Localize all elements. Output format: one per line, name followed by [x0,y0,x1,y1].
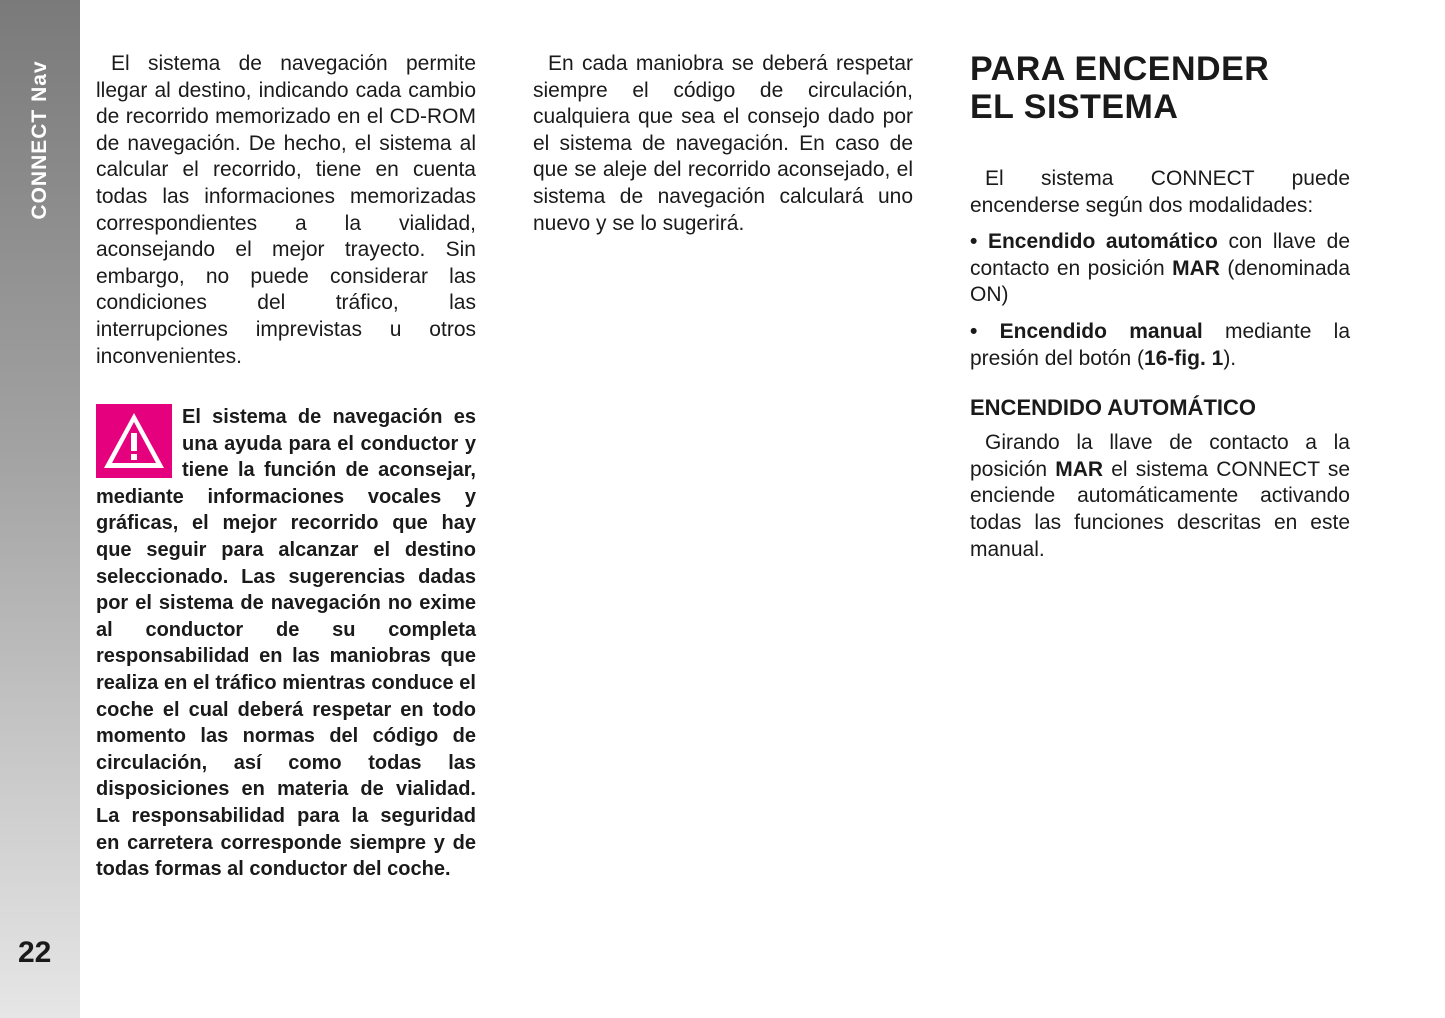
bullet-marker: • [970,230,978,254]
warning-box [96,404,476,883]
column-1 [96,51,476,370]
page-number: 22 [18,936,52,969]
maneuver-paragraph: En cada maniobra se deberá respetar siempre el código de circulación, cualquiera que sea el consejo dado por el sistema de navegación. En caso de que se aleje del recorrido aconsejado, el sistema de navegación calculará uno nuevo y se lo sugerirá. [533,52,913,235]
warning-text: El sistema de navegación es una ayuda para el conductor y tiene la función de aconsejar, mediante informaciones vocales y gráficas, el mejor recorrido que hay que seguir para alcanzar el destino seleccionado. Las sugerencias dadas por el sistema de navegación no exime al conductor de su completa responsabilidad en las maniobras que realiza en el tráfico mientras conduce el coche el cual deberá respetar en todo momento las normas del código de circulación, así como todas las disposiciones en materia de vialidad. La responsabilidad para la seguridad en carretera corresponde siempre y de todas formas al conductor del coche. [96,406,476,881]
warning-triangle-icon [96,404,172,478]
modes-intro: El sistema CONNECT puede encenderse según dos modalidades: [970,167,1350,217]
bullet-manual [970,319,1350,372]
automatic-text-end: el sistema CONNECT se enciende automáticamente activando todas las funciones descritas en este manual. [970,457,1350,561]
heading-line-1: PARA ENCENDER [970,50,1270,88]
sub-heading: ENCENDIDO AUTOMÁTICO [970,395,1256,421]
side-tab [0,0,80,1018]
automatic-text: Girando la llave de contacto a la posición [970,431,1350,481]
intro-paragraph: El sistema de navegación permite llegar al destino, indicando cada cambio de recorrido memorizado en el CD-ROM de navegación. De hecho, el sistema al calcular el recorrido, tiene en cuenta todas las informaciones memorizadas correspondientes a la vialidad, aconsejando el mejor trayecto. Sin embargo, no puede considerar las condiciones del tráfico, las interrupciones imprevistas u otros inconvenientes. [96,52,476,368]
section-title: CONNECT Nav [28,60,51,220]
bullet-marker: • [970,319,978,343]
bullet-manual-fig-ref: 16-fig. 1 [1143,346,1224,370]
bullet-automatic [970,229,1350,309]
main-heading [970,50,1350,126]
bullet-automatic-text: con llave de contacto en posición [970,230,1350,280]
bullet-manual-text: mediante la presión del botón ( [970,319,1350,370]
bullet-automatic-text-end: (denominada ON) [970,256,1351,307]
column-3 [970,50,1350,563]
automatic-paragraph [970,430,1350,563]
heading-line-2: EL SISTEMA [970,88,1179,126]
automatic-mar: MAR [1055,457,1104,481]
bullet-automatic-title: Encendido automático [987,230,1218,254]
bullet-automatic-mar: MAR [1172,256,1220,280]
bullet-manual-text-end: ). [1223,346,1237,370]
column-2 [533,51,913,237]
bullet-manual-title: Encendido manual [999,319,1203,343]
